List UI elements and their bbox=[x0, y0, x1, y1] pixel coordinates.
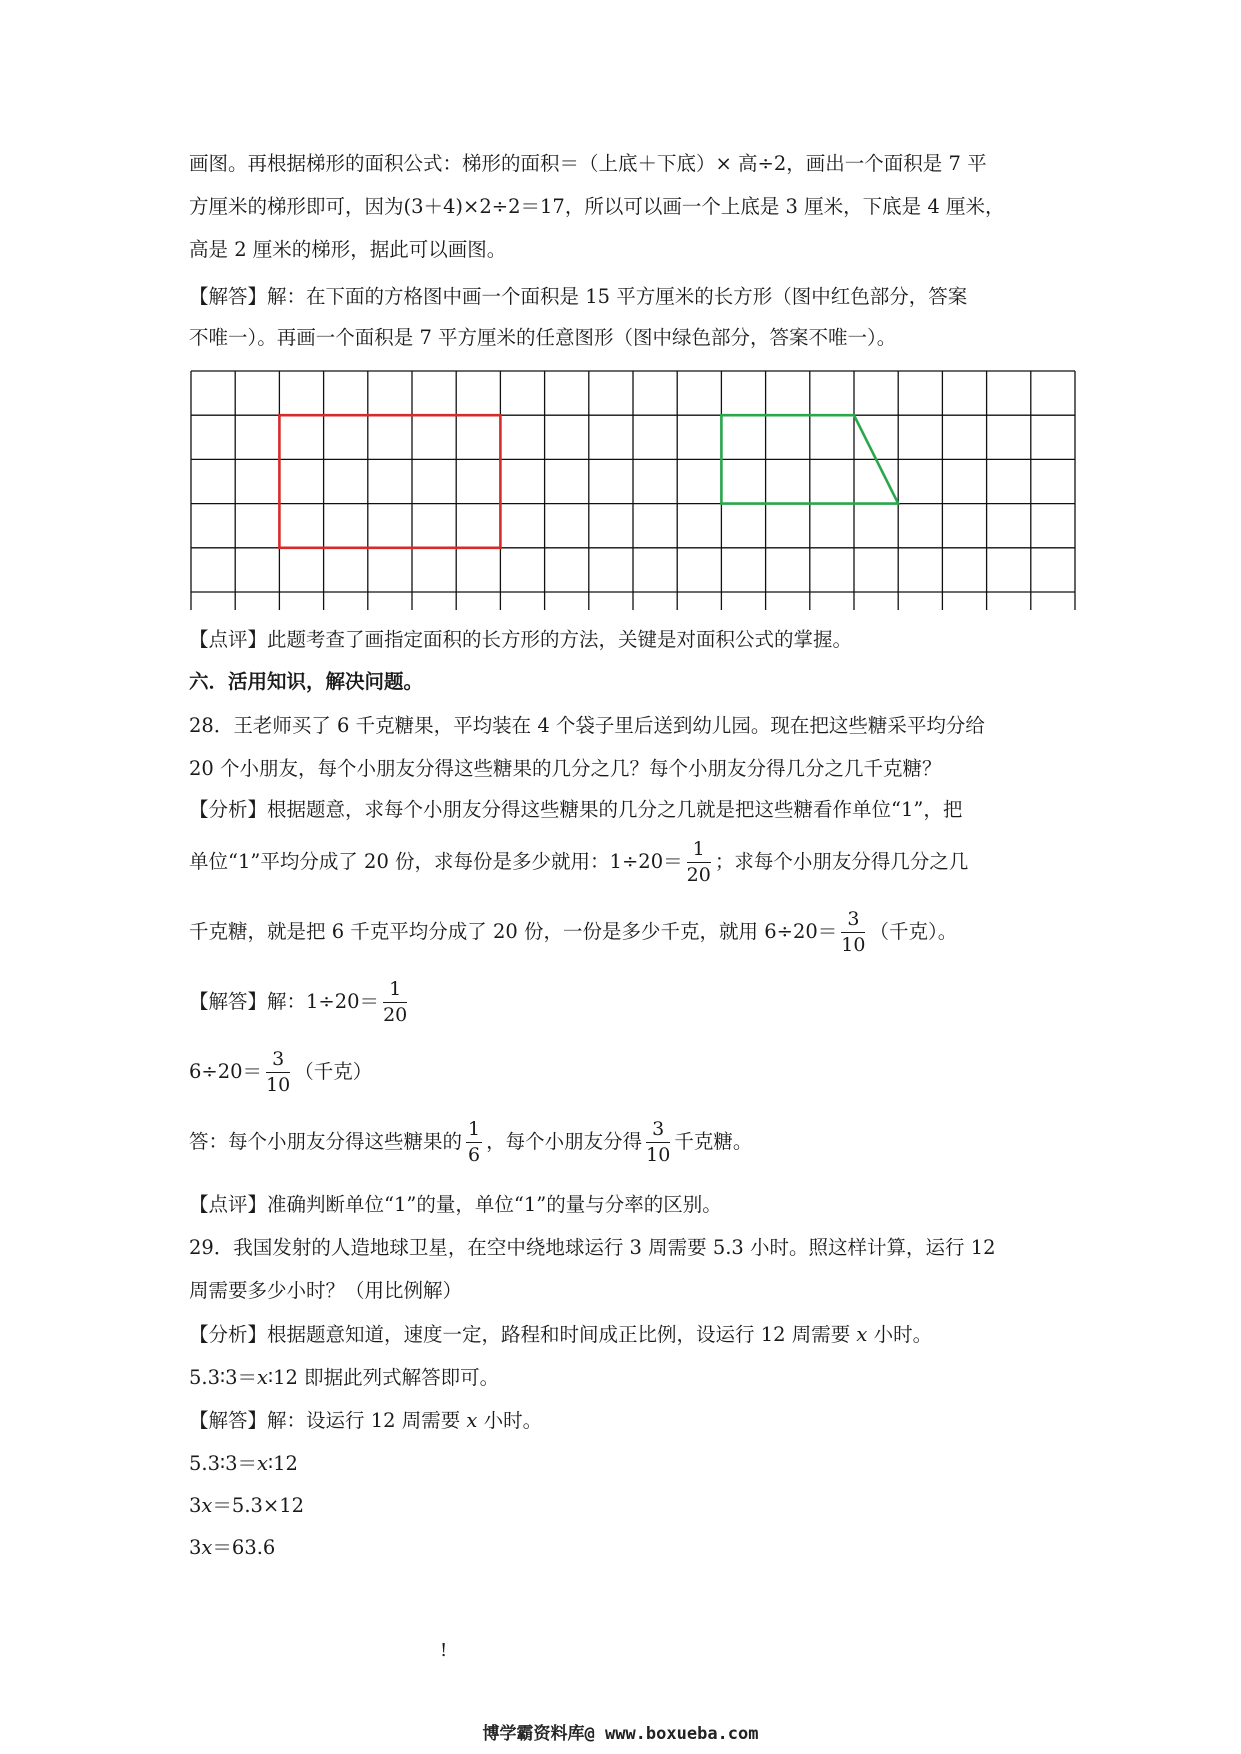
fraction-numerator: 3 bbox=[266, 1050, 290, 1073]
question-28-line: 20 个小朋友，每个小朋友分得这些糖果的几分之几？每个小朋友分得几分之几千克糖？ bbox=[189, 757, 942, 780]
fraction-numerator: 1 bbox=[466, 1120, 482, 1143]
text-segment: ；求每个小朋友分得几分之几 bbox=[714, 850, 969, 873]
fraction-numerator: 1 bbox=[383, 980, 407, 1003]
fraction-numerator: 1 bbox=[687, 840, 711, 863]
text-line: 画图。再根据梯形的面积公式：梯形的面积＝（上底＋下底）× 高÷2，画出一个面积是 7 平 bbox=[189, 152, 987, 175]
fraction bbox=[687, 840, 711, 885]
answer-line bbox=[189, 1050, 372, 1095]
answer-line bbox=[189, 1120, 752, 1165]
text-segment: ∶12 即据此列式解答即可。 bbox=[268, 1366, 500, 1389]
analysis-line bbox=[189, 840, 968, 885]
equation-line bbox=[189, 1494, 304, 1518]
fraction bbox=[841, 910, 865, 955]
fraction-numerator: 3 bbox=[841, 910, 865, 933]
fraction-denominator: 6 bbox=[468, 1144, 481, 1166]
text-line: 方厘米的梯形即可，因为(3＋4)×2÷2＝17，所以可以画一个上底是 3 厘米，下底是 4 厘米， bbox=[189, 195, 1005, 218]
text-segment: 5.3∶3＝ bbox=[189, 1366, 257, 1389]
answer-line bbox=[189, 1409, 542, 1433]
text-segment: 小时。 bbox=[867, 1323, 933, 1346]
grid-figure bbox=[190, 370, 1076, 610]
footer-watermark: 博学霸资料库@ www.boxueba.com bbox=[482, 1724, 759, 1744]
text-line: 不唯一）。再画一个面积是 7 平方厘米的任意图形（图中绿色部分，答案不唯一）。 bbox=[189, 326, 897, 349]
text-segment: ，每个小朋友分得 bbox=[486, 1130, 643, 1153]
text-line: 【解答】解：在下面的方格图中画一个面积是 15 平方厘米的长方形（图中红色部分，答案 bbox=[189, 285, 968, 308]
question-28-line: 28．王老师买了 6 千克糖果，平均装在 4 个袋子里后送到幼儿园。现在把这些糖采平均分给 bbox=[189, 714, 985, 737]
text-segment: 单位“1”平均分成了 20 份，求每份是多少就用：1÷20＝ bbox=[189, 850, 683, 873]
text-segment: （千克） bbox=[294, 1060, 373, 1083]
fraction bbox=[466, 1120, 482, 1165]
fraction bbox=[383, 980, 407, 1025]
fraction-numerator: 3 bbox=[646, 1120, 670, 1143]
fraction bbox=[266, 1050, 290, 1095]
question-29-line: 周需要多少小时？（用比例解） bbox=[189, 1279, 463, 1302]
comment-line: 【点评】此题考查了画指定面积的长方形的方法，关键是对面积公式的掌握。 bbox=[189, 628, 853, 651]
page-mark: ! bbox=[440, 1640, 448, 1661]
fraction-denominator: 10 bbox=[266, 1074, 291, 1096]
comment-line: 【点评】准确判断单位“1”的量，单位“1”的量与分率的区别。 bbox=[189, 1193, 722, 1216]
text-segment: 6÷20＝ bbox=[189, 1060, 263, 1083]
fraction bbox=[646, 1120, 670, 1165]
red-rectangle bbox=[279, 415, 500, 548]
variable-x: x bbox=[257, 1366, 268, 1389]
equation-line bbox=[189, 1452, 298, 1476]
fraction-denominator: 10 bbox=[646, 1144, 671, 1166]
answer-line bbox=[189, 980, 411, 1025]
text-segment: 答：每个小朋友分得这些糖果的 bbox=[189, 1130, 463, 1153]
variable-x: x bbox=[201, 1536, 213, 1559]
text-segment: 3 bbox=[189, 1536, 202, 1559]
fraction-denominator: 20 bbox=[383, 1004, 408, 1026]
fraction-denominator: 20 bbox=[686, 864, 711, 886]
variable-x: x bbox=[856, 1323, 868, 1346]
variable-x: x bbox=[466, 1409, 478, 1432]
text-segment: 千克糖，就是把 6 千克平均分成了 20 份，一份是多少千克，就用 6÷20＝ bbox=[189, 920, 838, 943]
section-heading: 六．活用知识，解决问题。 bbox=[189, 670, 424, 693]
variable-x: x bbox=[257, 1452, 268, 1475]
fraction-denominator: 10 bbox=[841, 934, 866, 956]
analysis-line bbox=[189, 910, 957, 955]
analysis-line bbox=[189, 1366, 499, 1390]
text-segment: 【解答】解：1÷20＝ bbox=[189, 990, 380, 1013]
variable-x: x bbox=[201, 1494, 213, 1517]
text-segment: 3 bbox=[189, 1494, 202, 1517]
question-29-line: 29．我国发射的人造地球卫星，在空中绕地球运行 3 周需要 5.3 小时。照这样计算，运行 12 bbox=[189, 1236, 996, 1259]
analysis-line: 【分析】根据题意，求每个小朋友分得这些糖果的几分之几就是把这些糖看作单位“1”，把 bbox=[189, 798, 963, 821]
text-segment: 千克糖。 bbox=[674, 1130, 753, 1153]
text-segment: 【解答】解：设运行 12 周需要 bbox=[189, 1409, 467, 1432]
text-segment: 5.3∶3＝ bbox=[189, 1452, 257, 1475]
text-segment: ＝63.6 bbox=[212, 1536, 276, 1559]
text-segment: 小时。 bbox=[477, 1409, 543, 1432]
text-segment: ＝5.3×12 bbox=[212, 1494, 305, 1517]
text-segment: ∶12 bbox=[268, 1452, 298, 1475]
analysis-line bbox=[189, 1323, 932, 1347]
text-segment: （千克）。 bbox=[869, 920, 958, 943]
equation-line bbox=[189, 1536, 275, 1560]
text-segment: 【分析】根据题意知道，速度一定，路程和时间成正比例，设运行 12 周需要 bbox=[189, 1323, 857, 1346]
text-line: 高是 2 厘米的梯形，据此可以画图。 bbox=[189, 238, 507, 261]
